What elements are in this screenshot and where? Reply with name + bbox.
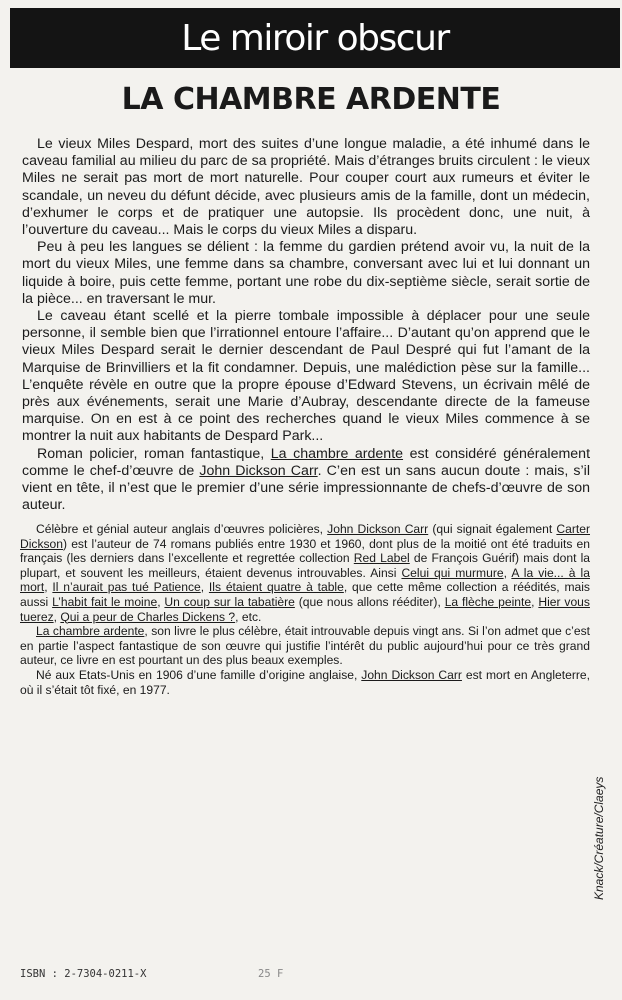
underlined-title: La chambre ardente bbox=[36, 624, 145, 639]
text-run: , que cette même collection a réédités, mais aussi bbox=[20, 580, 590, 609]
text-run: , bbox=[53, 609, 61, 624]
text-run: , bbox=[200, 580, 209, 595]
underlined-title: Hier vous tuerez bbox=[20, 594, 590, 624]
text-run: Célèbre et génial auteur anglais d’œuvres policières, bbox=[36, 522, 328, 536]
text-run: , etc. bbox=[235, 609, 262, 624]
underlined-title: Un coup sur la tabatière bbox=[164, 594, 295, 609]
underlined-title: A la vie... à la mort bbox=[20, 565, 590, 595]
underlined-title: Celui qui murmure bbox=[401, 565, 504, 580]
text-run: de François Guérif) mais dont la plupart, et souvent les meilleurs, étaient devenus introuvables. Ainsi bbox=[20, 551, 590, 580]
price: 25 F bbox=[258, 968, 284, 980]
text-run: , bbox=[503, 565, 512, 580]
summary-paragraph bbox=[22, 308, 590, 446]
bio-paragraph bbox=[20, 624, 590, 668]
bio-paragraph bbox=[20, 522, 590, 624]
underlined-title: Ils étaient quatre à table bbox=[208, 580, 344, 595]
text-run: , bbox=[531, 594, 539, 609]
text-run: Peu à peu les langues se délient : la femme du gardien prétend avoir vu, la nuit de la mort du vieux Miles, une femme dans sa chambre, conversant avec lui et lui donnant un liquide à boire, puis cette femme, portant une robe du dix-septième siècle, serait sortie de la pièce... en traversant le mur. bbox=[22, 239, 590, 307]
underlined-title: Red Label bbox=[353, 551, 410, 566]
text-run: Roman policier, roman fantastique, bbox=[37, 445, 271, 462]
text-run: est considéré généralement comme le chef-d’œuvre de bbox=[22, 445, 591, 479]
text-run: , son livre le plus célèbre, était introuvable depuis vingt ans. Si l’on admet que c’est en partie l’aspect fantastique de son œuvre qui justifie l’intérêt du public aujourd’hui pour ce très grand auteur, ce livre en est pourtant un des plus beaux exemples. bbox=[20, 624, 590, 668]
author-biography bbox=[20, 522, 590, 697]
bio-paragraph bbox=[20, 668, 590, 697]
text-run: est mort en Angleterre, où il s’était tôt fixé, en 1977. bbox=[20, 667, 590, 697]
underlined-title: John Dickson Carr bbox=[327, 522, 429, 536]
text-run: Le vieux Miles Despard, mort des suites d’une longue maladie, a été inhumé dans le caveau familial au milieu du parc de sa propriété. Mais d’étranges bruits circulent : le vieux Miles ne serait pas mort de mort naturelle. Pour couper court aux rumeurs et éviter le scandale, un neveu du défunt décide, avec plusieurs amis de la famille, dont un médecin, d’exhumer le corps et de pratiquer une autopsie. Ils procèdent donc, une nuit, à l’ouverture du caveau... Mais le corps du vieux Miles a disparu. bbox=[22, 136, 590, 239]
summary-paragraph bbox=[22, 446, 590, 515]
back-cover-summary bbox=[22, 136, 590, 514]
series-banner bbox=[10, 8, 620, 68]
text-run: , bbox=[44, 580, 53, 595]
text-run: . C’en est un sans aucun doute : mais, s’il vient en tête, il n’est que le premier d’une série impressionnante de chefs-d’œuvre de son auteur. bbox=[22, 462, 590, 514]
underlined-title: La chambre ardente bbox=[270, 445, 404, 462]
underlined-title: Il n’aurait pas tué Patience bbox=[52, 580, 201, 595]
text-run: Né aux Etats-Unis en 1906 d’une famille d’origine anglaise, bbox=[36, 667, 362, 682]
underlined-title: L’habit fait le moine bbox=[52, 594, 158, 609]
underlined-title: Qui a peur de Charles Dickens ? bbox=[60, 609, 236, 624]
summary-paragraph bbox=[22, 136, 590, 239]
text-run: (que nous allons rééditer), bbox=[294, 594, 445, 609]
book-title: LA CHAMBRE ARDENTE bbox=[121, 82, 501, 117]
text-run: ) est l’auteur de 74 romans publiés entre 1930 et 1960, dont plus de la moitié ont été traduits en français (les derniers dans l’excellente et regrettée collection bbox=[20, 536, 590, 566]
isbn: ISBN : 2-7304-0211-X bbox=[20, 968, 147, 980]
underlined-title: John Dickson Carr bbox=[361, 667, 462, 682]
text-run: (qui signait également bbox=[428, 522, 557, 536]
underlined-title: Carter Dickson bbox=[20, 522, 590, 551]
text-run: Le caveau étant scellé et la pierre tombale impossible à déplacer pour une seule personne, il semble bien que l’irrationnel entoure l’affaire... D’autant qu’on apprend que le vieux Miles Despard serait le dernier descendant de Paul Despré qui fut l’amant de la Marquise de Brinvilliers et la fit condamner. Depuis, une malédiction pèse sur la famille... L’enquête révèle en outre que la propre épouse d’Edward Stevens, un écrivain mêlé de près aux événements, serait une Marie d’Aubray, descendante directe de la fameuse marquise. On en est à ce point des recherches quand le vieux Miles commence à se montrer la nuit aux habitants de Despard Park... bbox=[22, 308, 590, 445]
series-name: Le miroir obscur bbox=[181, 17, 449, 59]
cover-credit: Knack/Créature/Claeys bbox=[592, 776, 606, 900]
summary-paragraph bbox=[22, 239, 590, 308]
underlined-title: John Dickson Carr bbox=[199, 462, 318, 479]
underlined-title: La flèche peinte bbox=[444, 594, 532, 609]
text-run: , bbox=[157, 594, 165, 609]
